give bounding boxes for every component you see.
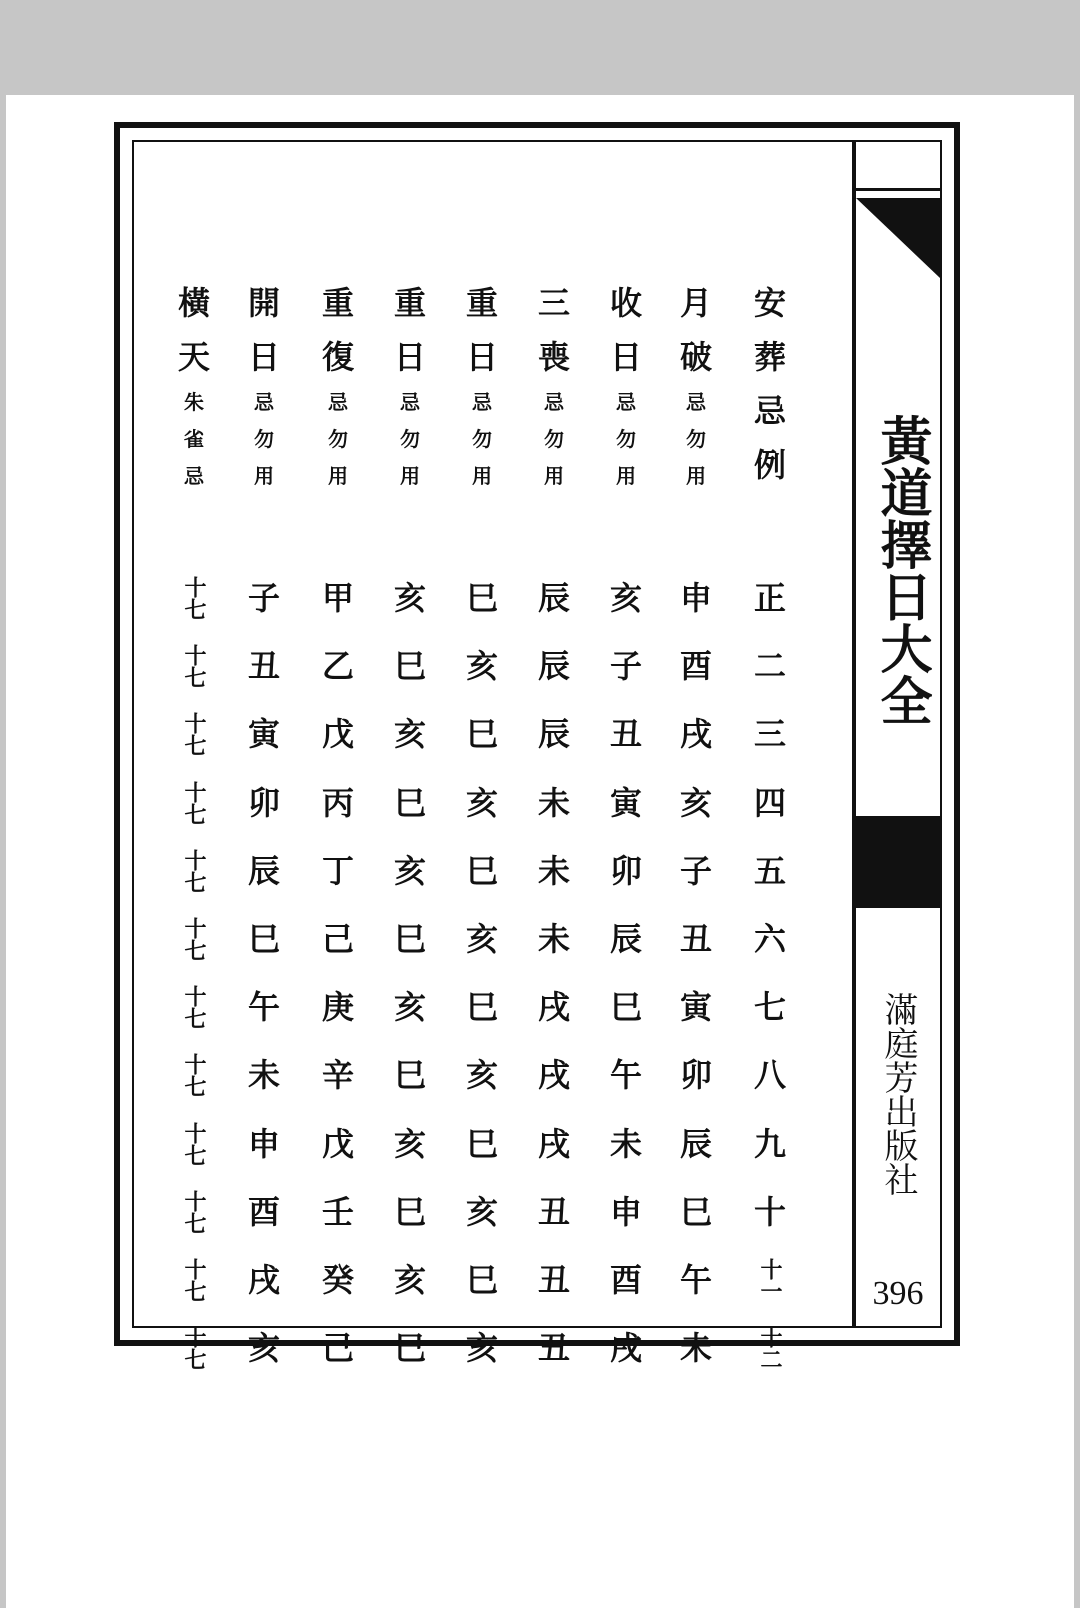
table-cell: 巳 <box>679 1192 712 1231</box>
table-cell <box>164 781 224 825</box>
table-cell: 卯 <box>679 1056 712 1095</box>
table-cell: 辰 <box>609 920 642 958</box>
table-cell: 巳 <box>465 715 498 754</box>
table-cell: 子 <box>679 851 712 890</box>
table-cell: 丑 <box>679 920 712 958</box>
table-cell: 未 <box>247 1056 280 1095</box>
table-cell: 巳 <box>465 1261 498 1299</box>
cell-text: 十七 <box>181 1189 207 1234</box>
table-cell <box>164 849 224 893</box>
table-cell: 戌 <box>247 1261 280 1299</box>
column-header <box>666 276 726 495</box>
header-note-char: 朱 <box>184 390 204 414</box>
table-cell: 未 <box>609 1124 642 1163</box>
table-cell: 六 <box>753 920 786 958</box>
table-cell: 己 <box>321 1329 354 1368</box>
header-note-char: 忌 <box>184 464 204 488</box>
table-cell: 巳 <box>609 988 642 1027</box>
table-cell <box>164 644 224 688</box>
table-cell <box>740 1258 800 1302</box>
table-cell: 五 <box>753 851 786 890</box>
table-cell: 亥 <box>393 851 426 890</box>
header-note-char: 勿 <box>472 427 492 451</box>
table-cell: 辰 <box>247 851 280 890</box>
table-cell: 卯 <box>247 783 280 822</box>
header-note-char: 勿 <box>400 427 420 451</box>
table-cell: 酉 <box>679 647 712 686</box>
table-cell: 甲 <box>321 579 354 617</box>
table-cell: 午 <box>609 1056 642 1095</box>
header-note-char: 勿 <box>616 427 636 451</box>
table-cell: 巳 <box>393 647 426 686</box>
table-cell: 辰 <box>537 579 570 617</box>
table-cell: 十 <box>753 1192 786 1231</box>
table-cell: 亥 <box>393 1261 426 1299</box>
cell-text: 十一 <box>757 1258 783 1302</box>
cell-text: 十七 <box>181 644 207 689</box>
table-cell <box>164 1326 224 1370</box>
table-cell: 巳 <box>393 1329 426 1368</box>
header-char: 重 <box>393 284 426 322</box>
table-cell: 辛 <box>321 1056 354 1095</box>
cell-text: 十七 <box>181 917 207 961</box>
table-cell: 亥 <box>393 988 426 1027</box>
table-cell: 申 <box>247 1124 280 1163</box>
cell-text: 十七 <box>181 576 207 620</box>
header-char: 收 <box>609 284 642 322</box>
book-title: 黃道擇日大全 <box>871 414 931 726</box>
table-cell: 酉 <box>609 1261 642 1299</box>
header-note-char: 用 <box>400 464 420 488</box>
column-header <box>452 276 512 495</box>
cell-text: 十二 <box>757 1326 783 1371</box>
table-cell: 未 <box>537 783 570 822</box>
table-cell: 壬 <box>321 1192 354 1231</box>
table-cell: 巳 <box>393 920 426 958</box>
table-cell: 卯 <box>609 851 642 890</box>
table-cell: 癸 <box>321 1261 354 1299</box>
header-note-char: 忌 <box>544 390 564 414</box>
table-cell: 巳 <box>465 579 498 617</box>
table-cell: 丁 <box>321 851 354 890</box>
header-char: 重 <box>321 284 354 322</box>
table-cell: 巳 <box>393 1192 426 1231</box>
table-cell: 巳 <box>465 988 498 1027</box>
cell-text: 十七 <box>181 1258 207 1302</box>
table-cell: 亥 <box>609 579 642 617</box>
table-cell: 己 <box>321 920 354 958</box>
table-cell: 辰 <box>537 647 570 686</box>
table-cell: 亥 <box>679 783 712 822</box>
table-cell: 丑 <box>537 1261 570 1299</box>
table-cell: 戊 <box>321 1124 354 1163</box>
header-char: 喪 <box>537 338 570 376</box>
header-note-char: 忌 <box>686 390 706 414</box>
header-char: 月 <box>679 284 712 322</box>
table-cell <box>164 1258 224 1302</box>
header-char: 日 <box>247 338 280 376</box>
section-title-char: 忌 <box>753 392 786 430</box>
header-note-char: 忌 <box>254 390 274 414</box>
table-cell: 戌 <box>609 1329 642 1368</box>
cell-text: 十七 <box>181 1121 207 1166</box>
header-note-char: 勿 <box>686 427 706 451</box>
spine-black-band <box>856 816 940 908</box>
header-note-char: 忌 <box>616 390 636 414</box>
table-cell: 乙 <box>321 647 354 686</box>
table-cell: 午 <box>679 1261 712 1299</box>
table-cell: 寅 <box>679 988 712 1027</box>
spine-corner-triangle <box>856 198 940 278</box>
table-cell: 亥 <box>465 920 498 958</box>
table-cell: 亥 <box>465 1056 498 1095</box>
page-number: 396 <box>872 1275 924 1312</box>
table-cell: 戌 <box>537 1124 570 1163</box>
table-cell <box>164 1122 224 1166</box>
table-cell: 庚 <box>321 988 354 1027</box>
table-cell: 巳 <box>393 783 426 822</box>
header-note-char: 用 <box>254 464 274 488</box>
table-cell <box>164 712 224 756</box>
section-title-char: 葬 <box>753 338 786 376</box>
header-note-char: 用 <box>328 464 348 488</box>
table-cell: 子 <box>609 647 642 686</box>
header-char: 三 <box>537 284 570 322</box>
table-cell: 戌 <box>537 988 570 1027</box>
table-cell: 戌 <box>679 715 712 754</box>
cell-text: 十七 <box>181 780 207 825</box>
section-title-char: 安 <box>753 284 786 322</box>
header-note-char: 忌 <box>400 390 420 414</box>
header-char: 破 <box>679 338 712 376</box>
table-cell: 丙 <box>321 783 354 822</box>
header-note-char: 勿 <box>328 427 348 451</box>
table-cell: 亥 <box>393 1124 426 1163</box>
table-cell: 正 <box>753 579 786 617</box>
column-header <box>524 276 584 495</box>
table-cell: 巳 <box>465 1124 498 1163</box>
header-note-char: 雀 <box>184 427 204 451</box>
header-char: 復 <box>321 338 354 376</box>
table-cell: 亥 <box>393 715 426 754</box>
table-cell: 七 <box>753 988 786 1027</box>
cell-text: 十七 <box>181 848 207 893</box>
table-cell: 四 <box>753 783 786 822</box>
table-cell: 巳 <box>393 1056 426 1095</box>
header-note-char: 忌 <box>472 390 492 414</box>
header-char: 日 <box>465 338 498 376</box>
cell-text: 十七 <box>181 985 207 1030</box>
header-note-char: 用 <box>616 464 636 488</box>
table-cell: 亥 <box>465 783 498 822</box>
table-cell: 二 <box>753 647 786 686</box>
table-cell: 丑 <box>537 1329 570 1368</box>
table-cell: 巳 <box>247 920 280 958</box>
table-cell <box>164 917 224 961</box>
cell-text: 十七 <box>181 712 207 757</box>
table-cell: 辰 <box>679 1124 712 1163</box>
table-cell: 寅 <box>247 715 280 754</box>
header-char: 日 <box>609 338 642 376</box>
spine-top-rule <box>856 188 940 191</box>
table-cell: 亥 <box>393 579 426 617</box>
table-cell <box>164 985 224 1029</box>
header-char: 開 <box>247 284 280 322</box>
column-header <box>164 276 224 495</box>
table-cell: 亥 <box>465 1329 498 1368</box>
header-note-char: 用 <box>544 464 564 488</box>
publisher-name: 滿庭芳出版社 <box>878 992 918 1196</box>
table-cell: 亥 <box>465 1192 498 1231</box>
header-char: 日 <box>393 338 426 376</box>
header-note-char: 用 <box>472 464 492 488</box>
header-note-char: 勿 <box>544 427 564 451</box>
table-cell: 九 <box>753 1124 786 1163</box>
table-cell: 未 <box>537 851 570 890</box>
table-cell: 巳 <box>465 851 498 890</box>
column-header <box>740 276 800 492</box>
column-header <box>596 276 656 495</box>
table-cell: 午 <box>247 988 280 1027</box>
header-char: 天 <box>177 338 210 376</box>
table-cell: 戌 <box>537 1056 570 1095</box>
header-char: 橫 <box>177 284 210 322</box>
table-cell <box>740 1326 800 1370</box>
header-note-char: 忌 <box>328 390 348 414</box>
column-header <box>234 276 294 495</box>
table-cell: 八 <box>753 1056 786 1095</box>
cell-text: 十七 <box>181 1326 207 1371</box>
table-cell: 未 <box>679 1329 712 1368</box>
table-cell <box>164 576 224 620</box>
column-header <box>380 276 440 495</box>
section-title-char: 例 <box>753 446 786 484</box>
table-cell: 丑 <box>609 715 642 754</box>
column-header <box>308 276 368 495</box>
table-cell: 三 <box>753 715 786 754</box>
table-cell <box>164 1190 224 1234</box>
table-cell: 申 <box>679 579 712 617</box>
table-cell <box>164 1053 224 1097</box>
table-cell: 子 <box>247 579 280 617</box>
table-cell: 酉 <box>247 1192 280 1231</box>
cell-text: 十七 <box>181 1053 207 1098</box>
table-cell: 戊 <box>321 715 354 754</box>
header-note-char: 勿 <box>254 427 274 451</box>
table-cell: 丑 <box>537 1192 570 1231</box>
table-cell: 未 <box>537 920 570 958</box>
table-cell: 寅 <box>609 783 642 822</box>
table-cell: 亥 <box>247 1329 280 1368</box>
table-cell: 辰 <box>537 715 570 754</box>
table-cell: 丑 <box>247 647 280 686</box>
table-cell: 申 <box>609 1192 642 1231</box>
header-char: 重 <box>465 284 498 322</box>
header-note-char: 用 <box>686 464 706 488</box>
table-cell: 亥 <box>465 647 498 686</box>
